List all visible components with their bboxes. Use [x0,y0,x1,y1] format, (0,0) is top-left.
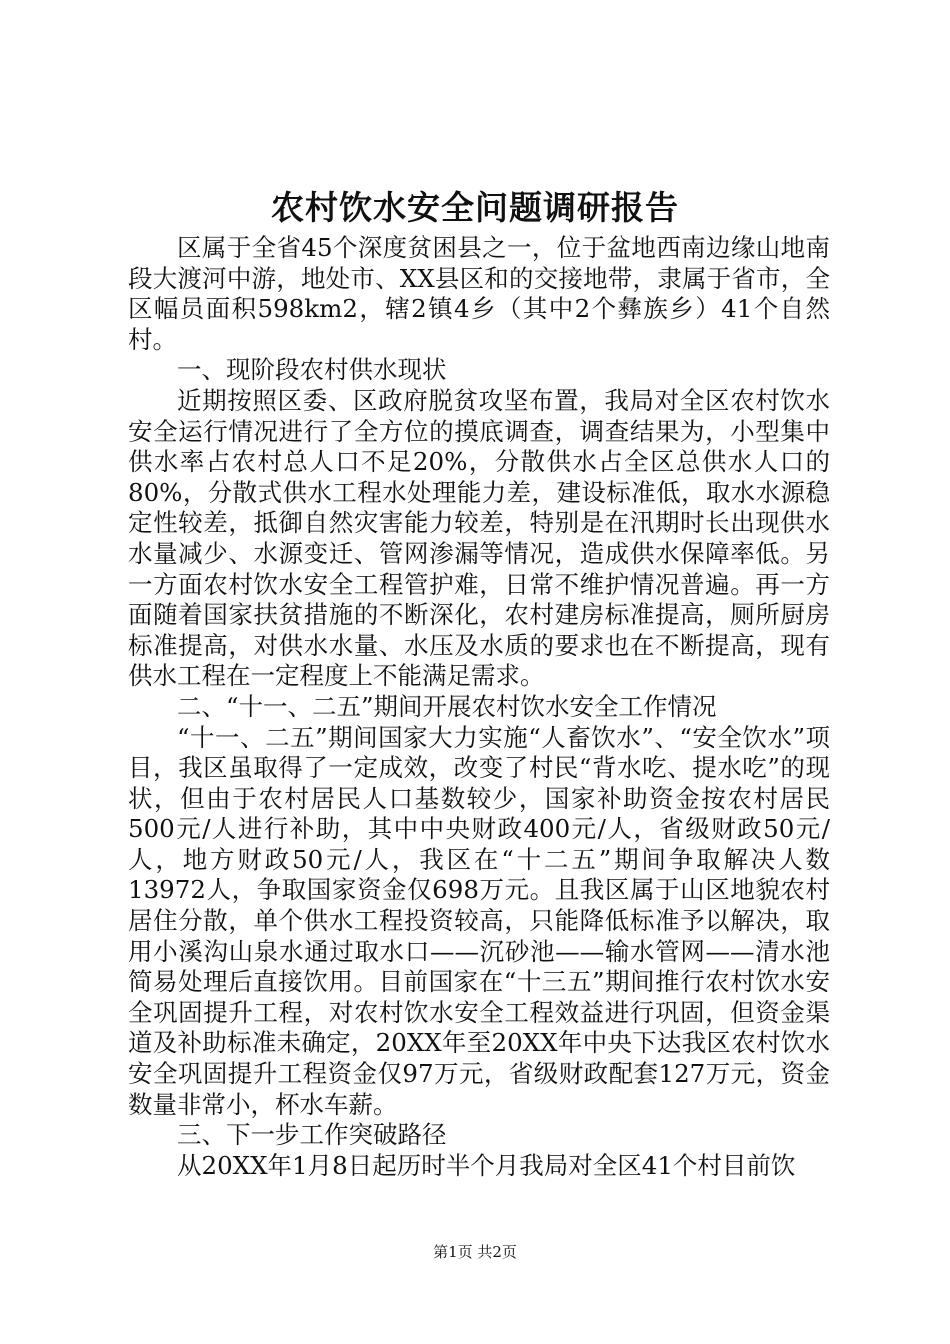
document-body [128,233,830,1181]
page-number-footer: 第1页 共2页 [433,1243,517,1261]
section-heading-1: 一、现阶段农村供水现状 [177,355,447,385]
paragraph-section-1: 近期按照区委、区政府脱贫攻坚布置，我局对全区农村饮水安全运行情况进行了全方位的摸底调查，调查结果为，小型集中供水率占农村总人口不足20%，分散供水占全区总供水人口的80%，分散式供水工程水处理能力差，建设标准低，取水水源稳定性较差，抵御自然灾害能力较差，特别是在汛期时长出现供水水量减少、水源变迁、管网渗漏等情况，造成供水保障率低。另一方面农村饮水安全工程管护难，日常不维护情况普遍。再一方面随着国家扶贫措施的不断深化，农村建房标准提高，厕所厨房标准提高，对供水水量、水压及水质的要求也在不断提高，现有供水工程在一定程度上不能满足需求。 [128,385,830,691]
paragraph-section-2: “十一、二五”期间国家大力实施“人畜饮水”、“安全饮水”项目，我区虽取得了一定成效，改变了村民“背水吃、提水吃”的现状，但由于农村居民人口基数较少，国家补助资金按农村居民500元/人进行补助，其中中央财政400元/人，省级财政50元/人，地方财政50元/人，我区在“十二五”期间争取解决人数13972人，争取国家资金仅698万元。且我区属于山区地貌农村居住分散，单个供水工程投资较高，只能降低标准予以解决，取用小溪沟山泉水通过取水口——沉砂池——输水管网——清水池简易处理后直接饮用。目前国家在“十三五”期间推行农村饮水安全巩固提升工程，对农村饮水安全工程效益进行巩固，但资金渠道及补助标准未确定，20XX年至20XX年中央下达我区农村饮水安全巩固提升工程资金仅97万元，省级财政配套127万元，资金数量非常小，杯水车薪。 [128,722,830,1119]
document-title: 农村饮水安全问题调研报告 [271,188,679,227]
section-heading-2: 二、“十一、二五”期间开展农村饮水安全工作情况 [177,691,717,721]
paragraph-intro: 区属于全省45个深度贫困县之一，位于盆地西南边缘山地南段大渡河中游，地处市、XX县区和的交接地带，隶属于省市，全区幅员面积598km2，辖2镇4乡（其中2个彝族乡）41个自然村。 [128,233,830,354]
paragraph-section-3: 从20XX年1月8日起历时半个月我局对全区41个村目前饮 [177,1150,796,1180]
section-heading-3: 三、下一步工作突破路径 [177,1120,447,1150]
